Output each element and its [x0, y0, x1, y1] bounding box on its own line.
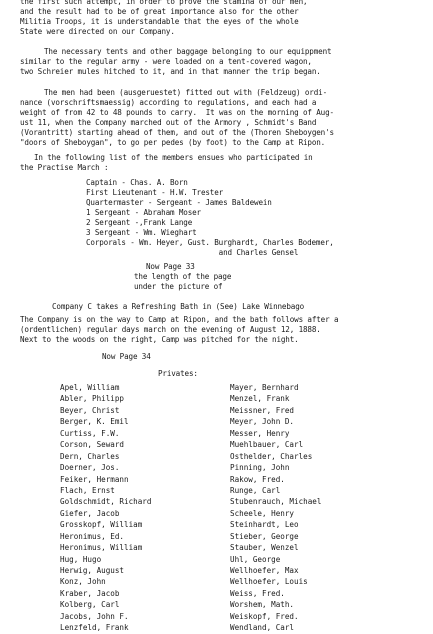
paragraph-line: The men had been (ausgeruestet) fitted out with (Feldzeug) ordi- [44, 88, 327, 97]
private-name: Menzel, Frank [230, 394, 290, 404]
private-name: Dern, Charles [60, 451, 120, 461]
picture-caption: Company C takes a Refreshing Bath in (See) Lake Winnebago [52, 302, 305, 311]
paragraph-line: (Vorantritt) starting ahead of them, and out of the (Thoren Sheboygen's [20, 128, 334, 137]
officer-line: and Charles Gensel [86, 248, 299, 257]
private-name: Rakow, Fred. [230, 474, 285, 484]
picture-note-line: under the picture of [134, 282, 223, 291]
private-name: Worshem, Math. [230, 600, 295, 610]
private-name: Grosskopf, William [60, 520, 143, 530]
private-name: Curtiss, F.W. [60, 428, 120, 438]
private-name: Mayer, Bernhard [230, 383, 299, 392]
private-name: Goldschmidt, Richard [60, 497, 152, 507]
privates-right-column [230, 382, 430, 634]
intro-line: the first such attempt, in order to prove the stamina of our men, [20, 0, 308, 6]
private-name: Lenzfeld, Frank [60, 623, 129, 633]
privates-heading: Privates: [158, 369, 198, 378]
private-name: Berger, K. Emil [60, 417, 129, 427]
paragraph-line: In the following list of the members ensues who participated in [34, 153, 313, 162]
paragraph-line: two Schreier mules hitched to it, and in that manner the trip began. [20, 67, 321, 76]
private-name: Weiss, Fred. [230, 588, 285, 598]
private-name: Jacobs, John F. [60, 611, 129, 621]
officer-line: 2 Sergeant -,Frank Lange [86, 218, 193, 227]
officer-line: Corporals - Wm. Heyer, Gust. Burghardt, Charles Bodemer, [86, 238, 334, 247]
paragraph-line: ust 11, when the Company marched out of the Armory , Schmidt's Band [20, 118, 317, 127]
private-name: Kolberg, Carl [60, 600, 120, 610]
private-name: Heronimus, William [60, 543, 143, 553]
private-name: Runge, Carl [230, 485, 281, 495]
private-name: Meyer, John D. [230, 417, 295, 427]
private-name: Scheele, Henry [230, 508, 295, 518]
private-name: Hug, Hugo [60, 554, 102, 564]
private-name: Kraber, Jacob [60, 588, 120, 598]
officer-line: First Lieutenant - H.W. Trester [86, 188, 224, 197]
officer-line: 3 Sergeant - Wm. Wieghart [86, 228, 197, 237]
picture-note-line: the length of the page [134, 272, 232, 281]
private-name: Apel, William [60, 383, 120, 392]
private-name: Meissner, Fred [230, 405, 295, 415]
private-name: Herwig, August [60, 566, 125, 575]
officer-line: Captain - Chas. A. Born [86, 178, 188, 187]
private-name: Heronimus, Ed. [60, 531, 125, 541]
paragraph-line: "doors of Sheboygan", to go per pedes (by foot) to the Camp at Ripon. [20, 138, 326, 147]
paragraph-line: nance (vorschriftsmaessig) according to regulations, and each had a [20, 98, 317, 107]
officer-line: Quartermaster - Sergeant - James Baldewein [86, 198, 272, 207]
private-name: Messer, Henry [230, 428, 290, 438]
private-name: Wendland, Carl [230, 623, 295, 633]
private-name: Flach, Ernst [60, 485, 115, 495]
private-name: Konz, John [60, 577, 106, 587]
intro-line: and the result had to be of great importance also for the other [20, 7, 299, 16]
picture-note-line: Now Page 33 [146, 262, 195, 271]
paragraph-line: weight of from 42 to 48 pounds to carry. It was on the morning of Aug- [20, 108, 334, 117]
private-name: Uhl, George [230, 554, 281, 564]
private-name: Beyer, Christ [60, 405, 120, 415]
private-name: Stauber, Wenzel [230, 543, 299, 553]
page-note: Now Page 34 [102, 352, 151, 361]
private-name: Stieber, George [230, 531, 299, 541]
private-name: Abler, Philipp [60, 394, 125, 404]
privates-left-column [60, 382, 230, 634]
private-name: Weiskopf, Fred. [230, 611, 299, 621]
paragraph-line: the Practise March : [20, 163, 109, 172]
private-name: Wellhoefer, Louis [230, 577, 308, 587]
private-name: Giefer, Jacob [60, 508, 120, 518]
intro-line: Militia Troops, it is understandable that the eyes of the whole [20, 17, 299, 26]
intro-line: State were directed on our Company. [20, 27, 175, 36]
private-name: Steinhardt, Leo [230, 520, 299, 530]
private-name: Pinning, John [230, 463, 290, 473]
paragraph-line: The necessary tents and other baggage belonging to our equippment [44, 47, 332, 56]
paragraph-line: (ordentlichen) regular days march on the evening of August 12, 1888. [20, 325, 321, 334]
private-name: Osthelder, Charles [230, 451, 313, 461]
officer-line: 1 Sergeant - Abraham Moser [86, 208, 201, 217]
private-name: Stubenrauch, Michael [230, 497, 322, 507]
paragraph-line: similar to the regular army - were loaded on a tent-covered wagon, [20, 57, 312, 66]
paragraph-line: The Company is on the way to Camp at Ripon, and the bath follows after a [20, 315, 339, 324]
private-name: Wellhoefer, Max [230, 566, 299, 575]
private-name: Feiker, Hermann [60, 474, 129, 484]
private-name: Muehlbauer, Carl [230, 440, 304, 450]
private-name: Corson, Seward [60, 440, 125, 450]
paragraph-line: Next to the woods on the right, Camp was pitched for the night. [20, 335, 299, 344]
private-name: Doerner, Jos. [60, 463, 120, 473]
